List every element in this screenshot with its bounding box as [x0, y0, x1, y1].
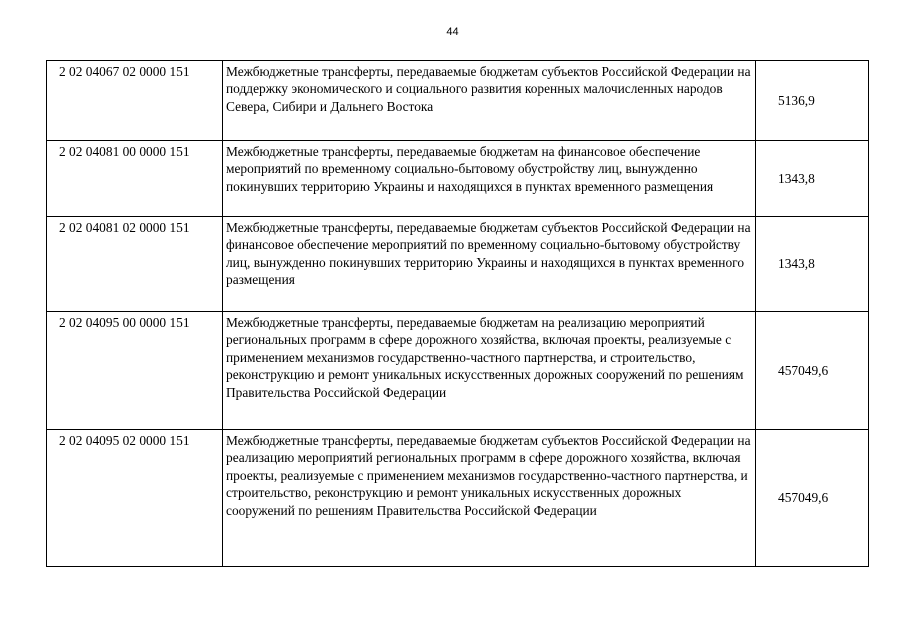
budget-code-cell: 2 02 04095 00 0000 151: [47, 312, 223, 430]
amount-cell: 457049,6: [756, 430, 869, 567]
amount-cell: 5136,9: [756, 61, 869, 141]
table-row: [47, 312, 869, 430]
page-number: 44: [446, 26, 459, 38]
budget-code-cell: 2 02 04095 02 0000 151: [47, 430, 223, 567]
budget-table: [46, 60, 869, 567]
description-cell: Межбюджетные трансферты, передаваемые бюджетам на реализацию мероприятий региональных программ в сфере дорожного хозяйства, включая проекты, реализуемые с применением механизмов государственно-частного партнерства, и строительство, реконструкцию и ремонт уникальных искусственных дорожных сооружений по решениям Правительства Российской Федерации: [223, 312, 756, 430]
description-cell: Межбюджетные трансферты, передаваемые бюджетам субъектов Российской Федерации на реализацию мероприятий региональных программ в сфере дорожного хозяйства, включая проекты, реализуемые с применением механизмов государственно-частного партнерства, и строительство, реконструкцию и ремонт уникальных искусственных дорожных сооружений по решениям Правительства Российской Федерации: [223, 430, 756, 567]
budget-code-cell: 2 02 04081 02 0000 151: [47, 217, 223, 312]
budget-table-body: [47, 61, 869, 567]
table-row: [47, 141, 869, 217]
amount-cell: 457049,6: [756, 312, 869, 430]
table-row: [47, 217, 869, 312]
table-row: [47, 61, 869, 141]
amount-cell: 1343,8: [756, 217, 869, 312]
description-cell: Межбюджетные трансферты, передаваемые бюджетам субъектов Российской Федерации на поддержку экономического и социального развития коренных малочисленных народов Севера, Сибири и Дальнего Востока: [223, 61, 756, 141]
budget-code-cell: 2 02 04081 00 0000 151: [47, 141, 223, 217]
budget-code-cell: 2 02 04067 02 0000 151: [47, 61, 223, 141]
amount-cell: 1343,8: [756, 141, 869, 217]
description-cell: Межбюджетные трансферты, передаваемые бюджетам на финансовое обеспечение мероприятий по временному социально-бытовому обустройству лиц, вынужденно покинувших территорию Украины и находящихся в пунктах временного размещения: [223, 141, 756, 217]
table-row: [47, 430, 869, 567]
description-cell: Межбюджетные трансферты, передаваемые бюджетам субъектов Российской Федерации на финансовое обеспечение мероприятий по временному социально-бытовому обустройству лиц, вынужденно покинувших территорию Украины и находящихся в пунктах временного размещения: [223, 217, 756, 312]
